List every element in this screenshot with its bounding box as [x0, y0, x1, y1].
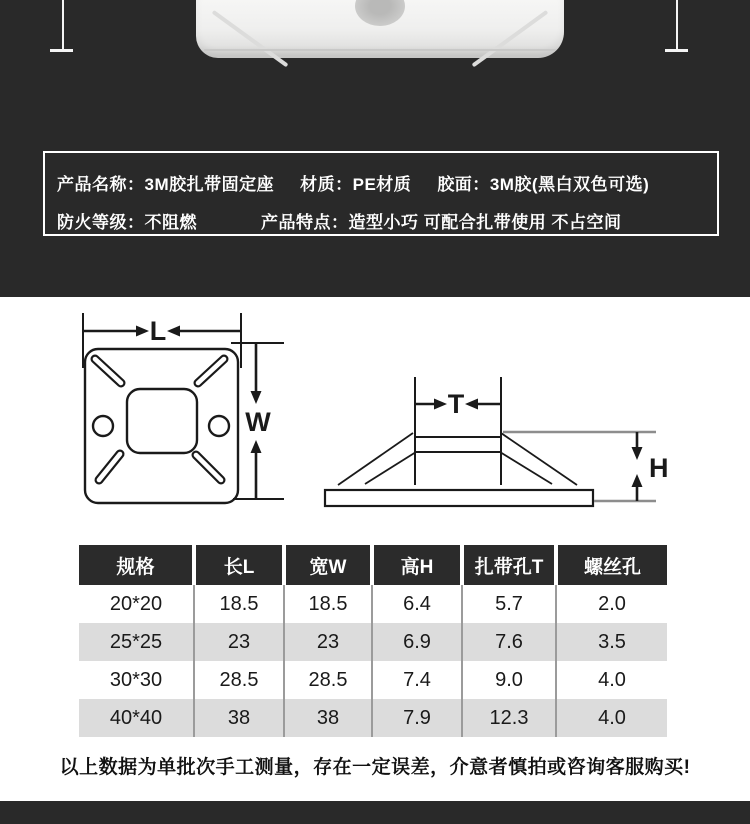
photo-base-edge [204, 49, 556, 51]
tie-channel-hole [355, 0, 405, 26]
cell: 5.7 [462, 585, 556, 623]
table-row [79, 661, 667, 699]
corner-slots [95, 359, 224, 480]
cell: 4.0 [556, 661, 667, 699]
cell: 9.0 [462, 661, 556, 699]
table-row [79, 585, 667, 623]
header-width: 宽W [284, 545, 372, 585]
cell: 7.6 [462, 623, 556, 661]
top-view-diagram [83, 313, 284, 503]
cell: 7.9 [372, 699, 462, 737]
footer-band [0, 801, 750, 824]
material-field: 材质：PE材质 [300, 175, 412, 194]
cell: 28.5 [194, 661, 284, 699]
cell: 23 [194, 623, 284, 661]
header-screw-hole: 螺丝孔 [556, 545, 667, 585]
info-row-1 [57, 170, 705, 195]
cell: 40*40 [79, 699, 194, 737]
header-spec: 规格 [79, 545, 194, 585]
ridge-highlight-left [212, 10, 289, 67]
header-length: 长L [194, 545, 284, 585]
cell: 6.4 [372, 585, 462, 623]
cell: 6.9 [372, 623, 462, 661]
product-name-field: 产品名称：3M胶扎带固定座 [57, 175, 275, 194]
table-row [79, 699, 667, 737]
info-row-2 [57, 208, 705, 233]
side-view-diagram [325, 377, 669, 506]
cell: 18.5 [284, 585, 372, 623]
cell: 2.0 [556, 585, 667, 623]
cell: 23 [284, 623, 372, 661]
header-tie-hole: 扎带孔T [462, 545, 556, 585]
cell: 7.4 [372, 661, 462, 699]
top-section [0, 0, 750, 297]
cell: 3.5 [556, 623, 667, 661]
cell: 4.0 [556, 699, 667, 737]
caliper-tick-left [50, 49, 73, 52]
cell: 28.5 [284, 661, 372, 699]
header-height: 高H [372, 545, 462, 585]
product-photo [196, 0, 564, 58]
cell: 18.5 [194, 585, 284, 623]
dimension-diagrams [0, 297, 750, 545]
cell: 25*25 [79, 623, 194, 661]
cell: 38 [284, 699, 372, 737]
fire-rating-field: 防火等级：不阻燃 [57, 213, 197, 232]
spec-table-header-row [79, 545, 667, 585]
cell: 20*20 [79, 585, 194, 623]
product-info-box [43, 151, 719, 236]
cell: 30*30 [79, 661, 194, 699]
caliper-tick-right [665, 49, 688, 52]
cell: 38 [194, 699, 284, 737]
measurement-disclaimer: 以上数据为单批次手工测量，存在一定误差，介意者慎拍或咨询客服购买! [59, 757, 691, 778]
width-dimension-label: W [245, 407, 271, 437]
caliper-line-right [676, 0, 678, 51]
cell: 12.3 [462, 699, 556, 737]
adhesive-field: 胶面：3M胶(黑白双色可选) [437, 175, 650, 194]
length-dimension-label: L [149, 316, 167, 346]
ridge-highlight-right [472, 10, 549, 67]
caliper-line-left [62, 0, 64, 51]
height-dimension-label: H [649, 453, 669, 483]
tie-hole-dimension-label: T [447, 389, 465, 419]
spec-table [79, 545, 667, 737]
table-row [79, 623, 667, 661]
features-field: 产品特点：造型小巧 可配合扎带使用 不占空间 [261, 213, 622, 232]
